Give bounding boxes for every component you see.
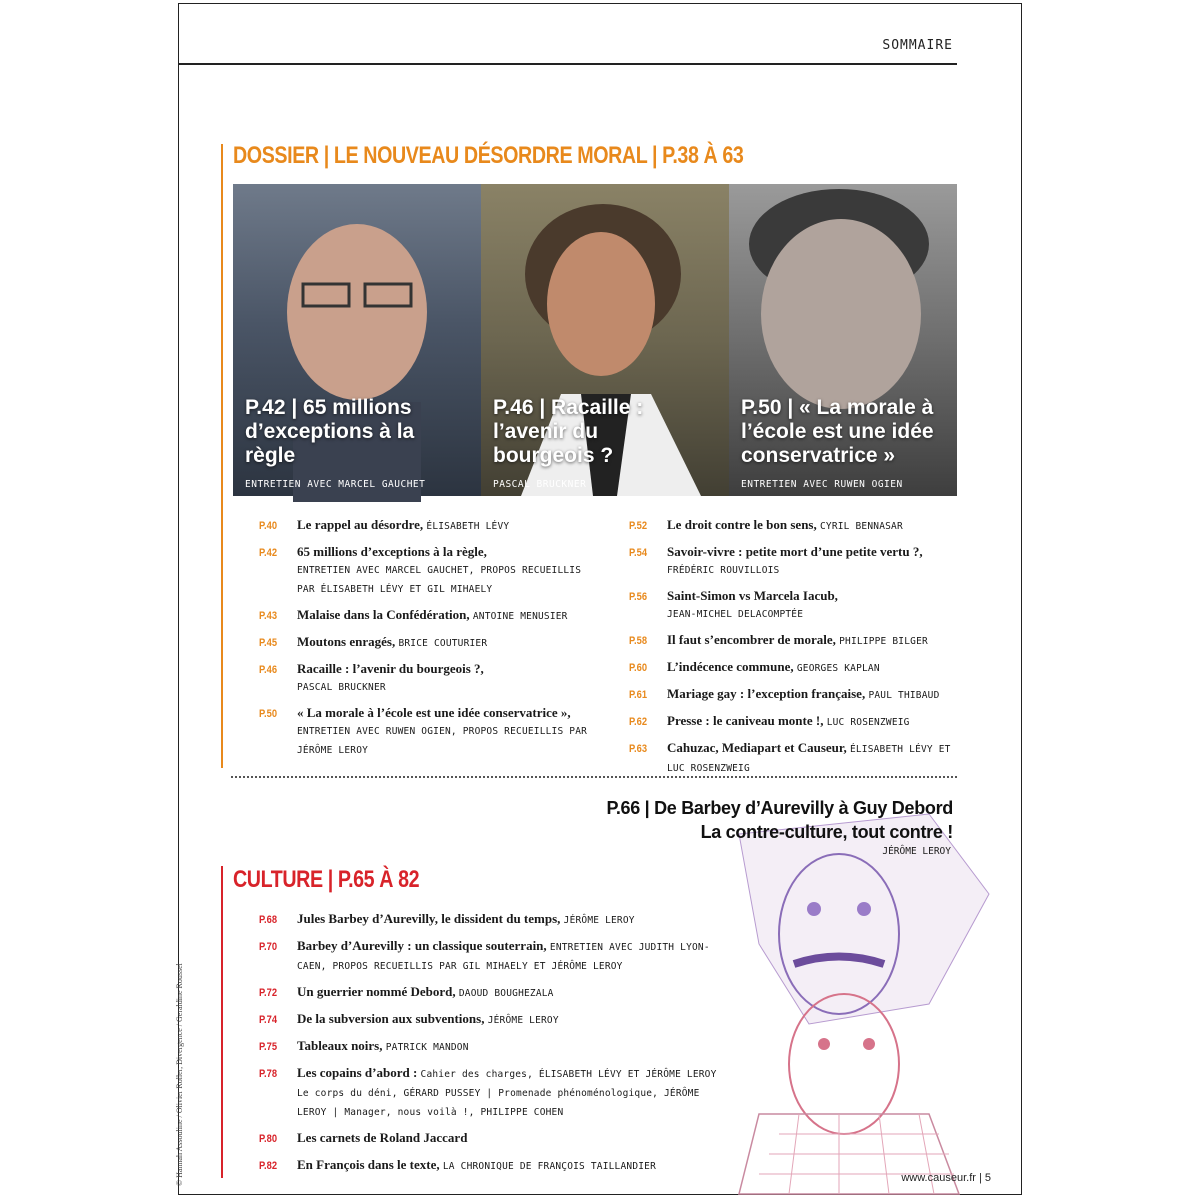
toc-entry[interactable]: P.68 Jules Barbey d’Aurevilly, le dissident du temps, JÉRÔME LEROY [259, 911, 635, 926]
photo-marcel-gauchet [233, 184, 481, 496]
toc-entry[interactable]: P.43 Malaise dans la Confédération, ANTOINE MENUSIER [259, 607, 568, 622]
photo-caption: P.50 | « La morale à l’école est une idée conservatrice » [741, 396, 934, 467]
toc-entry[interactable]: P.40 Le rappel au désordre, ÉLISABETH LÉVY [259, 517, 510, 532]
photo-caption: P.46 | Racaille : l’avenir du bourgeois ? [493, 396, 644, 467]
photo-caption: P.42 | 65 millions d’exceptions à la règle [245, 396, 415, 467]
toc-entry[interactable]: P.72 Un guerrier nommé Debord, DAOUD BOUGHEZALA [259, 984, 554, 999]
sketch-illustration [699, 814, 999, 1194]
section-label: SOMMAIRE [882, 38, 953, 53]
toc-entry[interactable]: P.52 Le droit contre le bon sens, CYRIL BENNASAR [629, 517, 903, 532]
toc-entry[interactable]: P.61 Mariage gay : l’exception française, PAUL THIBAUD [629, 686, 940, 701]
toc-entry[interactable]: P.75 Tableaux noirs, PATRICK MANDON [259, 1038, 469, 1053]
culture-toc [259, 910, 729, 1183]
toc-entry[interactable]: P.56 Saint-Simon vs Marcela Iacub, JEAN-MICHEL DELACOMPTÉE [629, 588, 838, 620]
toc-entry[interactable]: P.74 De la subversion aux subventions, JÉRÔME LEROY [259, 1011, 559, 1026]
section-divider [231, 776, 957, 778]
feature-headline[interactable]: P.66 | De Barbey d’Aurevilly à Guy Debord La contre-culture, tout contre ! [606, 798, 953, 842]
feature-author: JÉRÔME LEROY [882, 846, 951, 857]
toc-entry[interactable]: P.46 Racaille : l’avenir du bourgeois ?, PASCAL BRUCKNER [259, 661, 484, 693]
dossier-toc-left [259, 516, 599, 767]
toc-entry[interactable]: P.62 Presse : le caniveau monte !, LUC ROSENZWEIG [629, 713, 910, 728]
toc-entry[interactable]: P.60 L’indécence commune, GEORGES KAPLAN [629, 659, 880, 674]
toc-entry[interactable]: P.70 Barbey d’Aurevilly : un classique souterrain, ENTRETIEN AVEC JUDITH LYON-CAEN, PROPOS RECUEILLIS PAR GIL MIHAELY ET JÉRÔME LEROY [259, 938, 710, 972]
toc-entry[interactable]: P.82 En François dans le texte, LA CHRONIQUE DE FRANÇOIS TAILLANDIER [259, 1157, 656, 1172]
toc-entry[interactable]: P.78 Les copains d’abord : Cahier des charges, ÉLISABETH LÉVY ET JÉRÔME LEROY Le corps du déni, GÉRARD PUSSEY | Promenade phénoménologique, JÉRÔME LEROY | Manager, nous voilà !, PHILIPPE COHEN [259, 1065, 717, 1118]
toc-entry[interactable]: P.50 « La morale à l’école est une idée conservatrice », ENTRETIEN AVEC RUWEN OGIEN, PROPOS RECUEILLIS PAR JÉRÔME LEROY [259, 705, 588, 756]
toc-entry[interactable]: P.54 Savoir-vivre : petite mort d’une petite vertu ?, FRÉDÉRIC ROUVILLOIS [629, 544, 923, 576]
page-footer[interactable]: www.causeur.fr | 5 [901, 1172, 991, 1184]
toc-entry[interactable]: P.45 Moutons enragés, BRICE COUTURIER [259, 634, 488, 649]
dossier-rule [221, 144, 223, 768]
dossier-title: DOSSIER | LE NOUVEAU DÉSORDRE MORAL | P.38 À 63 [233, 142, 744, 169]
magazine-page [175, 3, 1022, 1195]
photo-credit: © Hannah Assouline / Olivier Roller, Divergence / Geraldine Roussel [175, 963, 184, 1186]
culture-title: CULTURE | P.65 À 82 [233, 866, 420, 893]
photo-ruwen-ogien [729, 184, 957, 496]
toc-entry[interactable]: P.80 Les carnets de Roland Jaccard [259, 1130, 468, 1145]
photo-pascal-bruckner [481, 184, 729, 496]
photo-subcaption: ENTRETIEN AVEC RUWEN OGIEN [741, 479, 903, 490]
dossier-toc-right [629, 516, 959, 785]
culture-rule [221, 866, 223, 1178]
toc-entry[interactable]: P.63 Cahuzac, Mediapart et Causeur, ÉLISABETH LÉVY ET LUC ROSENZWEIG [629, 740, 951, 774]
photo-subcaption: PASCAL BRUCKNER [493, 479, 587, 490]
header-rule [179, 63, 957, 65]
toc-entry[interactable]: P.58 Il faut s’encombrer de morale, PHILIPPE BILGER [629, 632, 928, 647]
toc-entry[interactable]: P.42 65 millions d’exceptions à la règle, ENTRETIEN AVEC MARCEL GAUCHET, PROPOS RECUEILLIS PAR ÉLISABETH LÉVY ET GIL MIHAELY [259, 544, 582, 595]
photo-subcaption: ENTRETIEN AVEC MARCEL GAUCHET [245, 479, 426, 490]
